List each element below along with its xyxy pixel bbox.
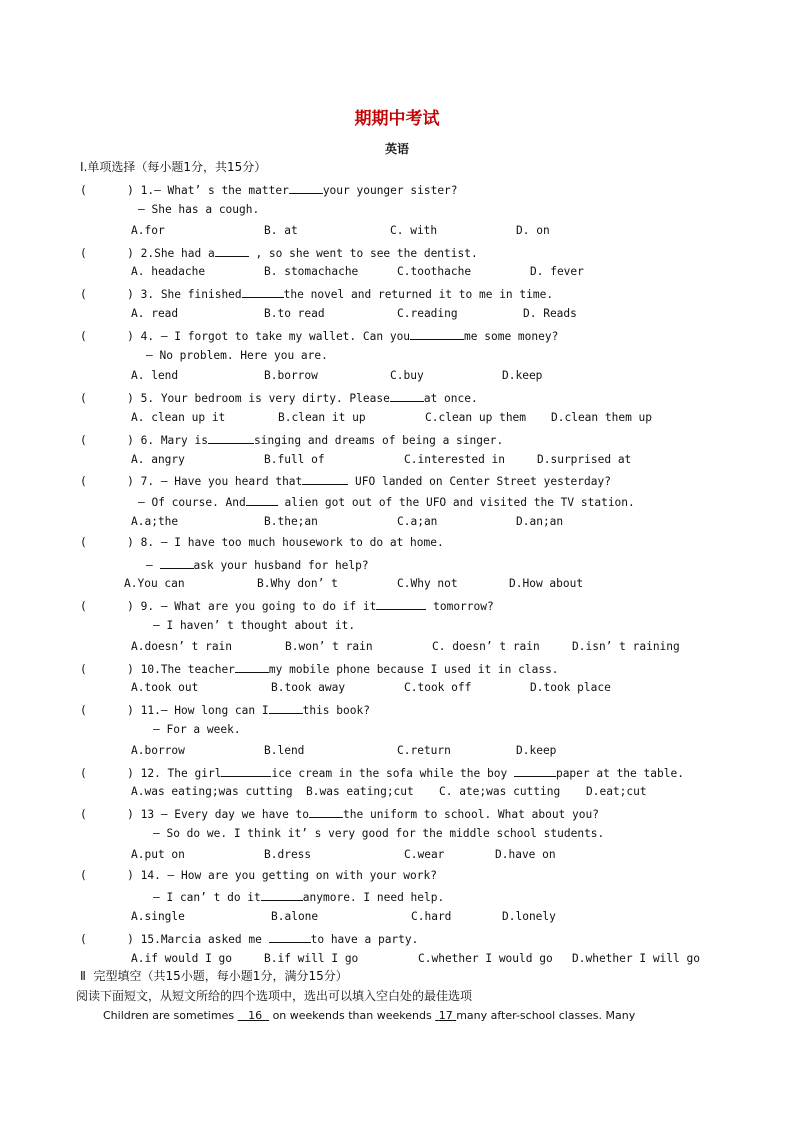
question-1-reply: — She has a cough. <box>138 203 260 216</box>
question-11-option-d: D.keep <box>516 744 557 757</box>
question-11-option-c: C.return <box>397 744 451 757</box>
question-11 <box>80 702 370 718</box>
answer-blank <box>390 390 424 402</box>
question-1-option-d: D. on <box>516 224 550 237</box>
question-1-option-a: A.for <box>131 224 165 237</box>
question-14-reply <box>153 889 444 905</box>
answer-blank <box>309 806 343 818</box>
question-5-stem: ( ) 5. Your bedroom is very dirty. Please <box>80 392 390 405</box>
question-9-reply: — I haven’ t thought about it. <box>153 619 356 632</box>
question-1-stem-end: your younger sister? <box>322 184 458 197</box>
question-2-option-d: D. fever <box>530 265 584 278</box>
question-8-option-b: B.Why don’ t <box>257 577 338 590</box>
answer-blank <box>242 286 284 298</box>
question-10 <box>80 661 559 677</box>
question-11-stem: ( ) 11.— How long can I <box>80 704 269 717</box>
question-13 <box>80 806 599 822</box>
question-11-option-b: B.lend <box>264 744 305 757</box>
page-title: 期期中考试 <box>354 109 440 129</box>
question-11-stem-end: this book? <box>302 704 370 717</box>
question-12-option-b: B.was eating;cut <box>306 785 414 798</box>
question-14-option-c: C.hard <box>411 910 452 923</box>
question-9-option-d: D.isn’ t raining <box>572 640 680 653</box>
question-5-option-a: A. clean up it <box>131 411 226 424</box>
question-4-reply: — No problem. Here you are. <box>146 349 328 362</box>
question-6-option-d: D.surprised at <box>537 453 632 466</box>
question-5-option-d: D.clean them up <box>551 411 653 424</box>
question-9-stem: ( ) 9. — What are you going to do if it <box>80 600 377 613</box>
question-7-reply-end: alien got out of the UFO and visited the TV station. <box>277 496 635 509</box>
question-3-option-c: C.reading <box>397 307 458 320</box>
answer-blank <box>269 931 311 943</box>
question-5-stem-end: at once. <box>423 392 478 405</box>
question-6-option-b: B.full of <box>264 453 325 466</box>
question-13-option-c: C.wear <box>404 848 445 861</box>
answer-blank <box>376 598 426 610</box>
question-9 <box>80 598 494 614</box>
question-7-option-d: D.an;an <box>516 515 564 528</box>
passage-text: on weekends than weekends <box>272 1009 432 1022</box>
question-15-option-a: A.if would I go <box>131 952 233 965</box>
blank-16-number: 16 <box>248 1009 263 1022</box>
question-14-option-b: B.alone <box>271 910 319 923</box>
blank-17-number: 17 <box>438 1009 453 1022</box>
question-2-stem: ( ) 2.She had a <box>80 247 215 260</box>
question-4-option-c: C.buy <box>390 369 424 382</box>
question-7-option-a: A.a;the <box>131 515 179 528</box>
question-6-stem: ( ) 6. Mary is <box>80 434 208 447</box>
question-3-option-a: A. read <box>131 307 179 320</box>
answer-blank <box>410 328 464 340</box>
subject-title: 英语 <box>384 142 409 156</box>
question-2 <box>80 245 478 261</box>
question-10-option-c: C.took off <box>404 681 472 694</box>
answer-blank <box>221 765 271 777</box>
question-9-option-a: A.doesn’ t rain <box>131 640 233 653</box>
question-6 <box>80 432 503 448</box>
question-14-option-a: A.single <box>131 910 185 923</box>
section2-instruction: 阅读下面短文，从短文所给的四个选项中，选出可以填入空白处的最佳选项 <box>76 989 473 1003</box>
question-12-option-d: D.eat;cut <box>586 785 647 798</box>
question-2-option-c: C.toothache <box>397 265 472 278</box>
question-8-option-c: C.Why not <box>397 577 458 590</box>
question-11-reply: — For a week. <box>153 723 241 736</box>
question-5-option-b: B.clean it up <box>278 411 366 424</box>
answer-blank <box>514 765 556 777</box>
question-12-stem-mid: ice cream in the sofa while the boy <box>271 767 508 780</box>
question-9-option-c: C. doesn’ t rain <box>432 640 540 653</box>
question-3-option-b: B.to read <box>264 307 325 320</box>
question-12-stem-end: paper at the table. <box>555 767 684 780</box>
passage-text: many after-school classes. Many <box>456 1009 636 1022</box>
question-10-option-b: B.took away <box>271 681 346 694</box>
question-13-stem: ( ) 13 — Every day we have to <box>80 808 310 821</box>
question-14: ( ) 14. — How are you getting on with your work? <box>80 869 437 882</box>
question-8-option-a: A.You can <box>124 577 185 590</box>
answer-blank <box>235 661 269 673</box>
answer-blank <box>289 182 323 194</box>
question-4-option-b: B.borrow <box>264 369 318 382</box>
passage-first-line <box>103 1009 635 1023</box>
answer-blank <box>246 494 278 506</box>
question-13-reply: — So do we. I think it’ s very good for the middle school students. <box>153 827 605 840</box>
question-1-stem: ( ) 1.— What’ s the matter <box>80 184 289 197</box>
question-14-option-d: D.lonely <box>502 910 556 923</box>
question-2-option-a: A. headache <box>131 265 206 278</box>
answer-blank <box>160 557 194 569</box>
answer-blank <box>208 432 254 444</box>
question-8-reply-start: — <box>146 559 153 572</box>
passage-text: Children are sometimes <box>103 1009 235 1022</box>
answer-blank <box>215 245 249 257</box>
blank-17 <box>435 1009 456 1022</box>
section1-heading: Ⅰ.单项选择（每小题1分，共15分） <box>80 160 267 174</box>
question-8-reply-end: ask your husband for help? <box>193 559 369 572</box>
question-13-stem-end: the uniform to school. What about you? <box>343 808 599 821</box>
question-9-option-b: B.won’ t rain <box>285 640 373 653</box>
question-15-option-c: C.whether I would go <box>418 952 553 965</box>
question-1-option-c: C. with <box>390 224 438 237</box>
question-13-option-b: B.dress <box>264 848 312 861</box>
question-12-stem: ( ) 12. The girl <box>80 767 222 780</box>
question-4-option-d: D.keep <box>502 369 543 382</box>
question-13-option-d: D.have on <box>495 848 556 861</box>
question-2-stem-end: , so she went to see the dentist. <box>248 247 478 260</box>
question-14-reply-end: anymore. I need help. <box>302 891 445 904</box>
question-8-reply <box>146 557 369 573</box>
question-3-stem: ( ) 3. She finished <box>80 288 242 301</box>
question-1 <box>80 182 458 198</box>
question-7-reply <box>138 494 635 510</box>
question-12-option-a: A.was eating;was cutting <box>131 785 293 798</box>
question-14-reply-start: — I can’ t do it <box>153 891 261 904</box>
question-10-option-a: A.took out <box>131 681 199 694</box>
question-12-option-c: C. ate;was cutting <box>439 785 561 798</box>
question-5-option-c: C.clean up them <box>425 411 527 424</box>
question-2-option-b: B. stomachache <box>264 265 359 278</box>
question-4 <box>80 328 558 344</box>
question-4-stem-end: me some money? <box>464 330 559 343</box>
question-1-option-b: B. at <box>264 224 298 237</box>
question-10-option-d: D.took place <box>530 681 611 694</box>
question-4-option-a: A. lend <box>131 369 179 382</box>
question-4-stem: ( ) 4. — I forgot to take my wallet. Can you <box>80 330 411 343</box>
question-6-stem-end: singing and dreams of being a singer. <box>253 434 504 447</box>
question-15-stem: ( ) 15.Marcia asked me <box>80 933 262 946</box>
question-8: ( ) 8. — I have too much housework to do at home. <box>80 536 444 549</box>
question-6-option-a: A. angry <box>131 453 185 466</box>
blank-16 <box>238 1009 270 1022</box>
question-3-stem-end: the novel and returned it to me in time. <box>283 288 554 301</box>
answer-blank <box>302 473 348 485</box>
question-10-stem-end: my mobile phone because I used it in class. <box>268 663 559 676</box>
answer-blank <box>261 889 303 901</box>
answer-blank <box>269 702 303 714</box>
question-8-option-d: D.How about <box>509 577 584 590</box>
question-3-option-d: D. Reads <box>523 307 577 320</box>
question-7 <box>80 473 611 489</box>
question-13-option-a: A.put on <box>131 848 185 861</box>
question-7-reply-start: — Of course. And <box>138 496 246 509</box>
question-11-option-a: A.borrow <box>131 744 185 757</box>
question-15 <box>80 931 418 947</box>
question-10-stem: ( ) 10.The teacher <box>80 663 235 676</box>
question-15-option-d: D.whether I will go <box>572 952 700 965</box>
question-15-stem-end: to have a party. <box>310 933 419 946</box>
question-3 <box>80 286 553 302</box>
section2-heading: Ⅱ 完型填空（共15小题，每小题1分，满分15分） <box>80 969 348 983</box>
question-9-stem-end: tomorrow? <box>426 600 494 613</box>
question-12 <box>80 765 684 781</box>
question-5 <box>80 390 478 406</box>
question-15-option-b: B.if will I go <box>264 952 359 965</box>
question-7-option-b: B.the;an <box>264 515 318 528</box>
question-6-option-c: C.interested in <box>404 453 506 466</box>
question-7-stem-end: UFO landed on Center Street yesterday? <box>348 475 611 488</box>
question-7-option-c: C.a;an <box>397 515 438 528</box>
question-7-stem: ( ) 7. — Have you heard that <box>80 475 303 488</box>
